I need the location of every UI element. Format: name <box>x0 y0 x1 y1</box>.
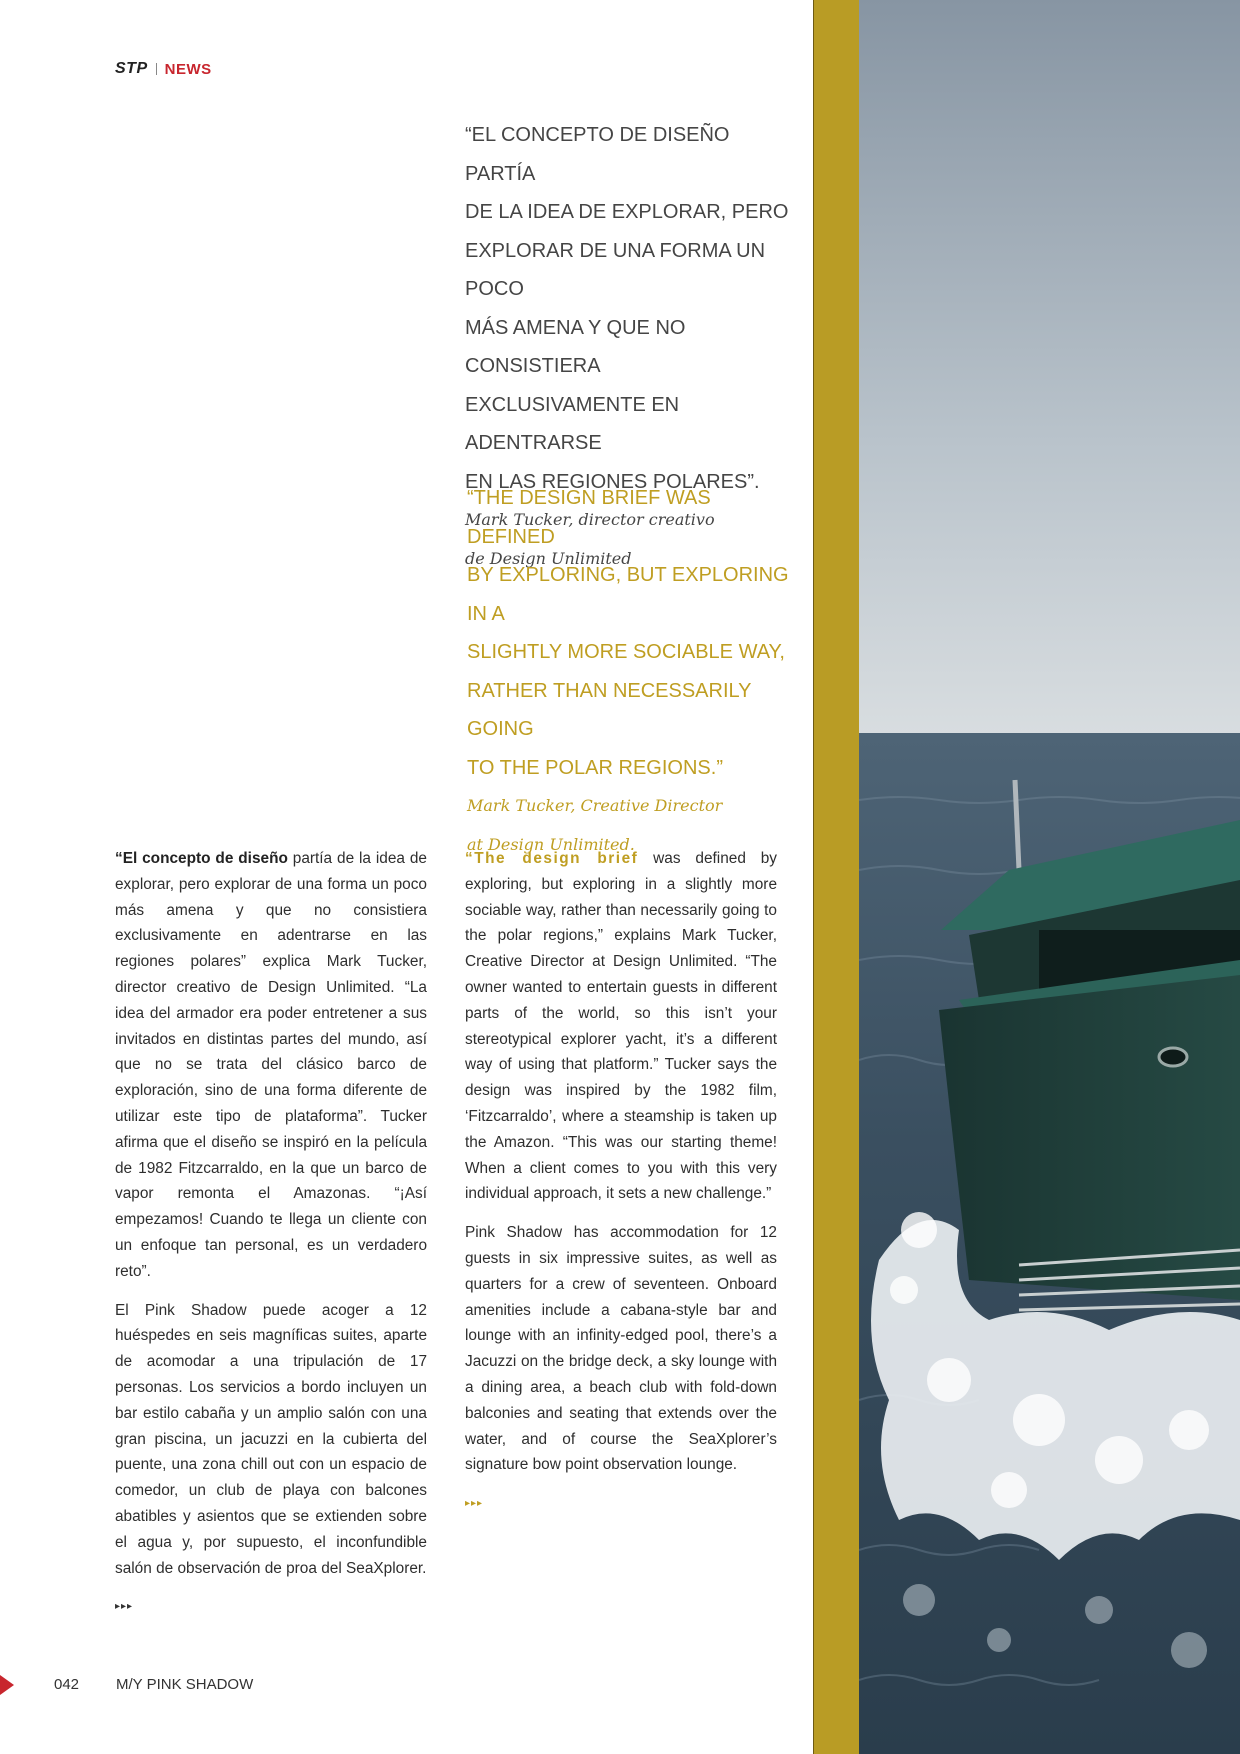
yacht-photo-graphic <box>859 0 1240 1754</box>
paragraph-text: partía de la idea de explorar, pero explorar de una forma un poco más amena y que no consistiera exclusivamente en adentrarse en las regiones polares” explica Mark Tucker, director creativo de Design Unlimited. “La idea del armador era poder entretener a sus invitados en distintas partes del mundo, así que no se trata del clásico barco de exploración, sino de una forma diferente de utilizar este tipo de plataforma”. Tucker afirma que el diseño se inspiró en la película de 1982 Fitzcarraldo, en la que un barco de vapor remonta el Amazonas. “¡Así empezamos! Cuando te llega un cliente con un enfoque tan personal, es un verdadero reto”. <box>115 850 427 1280</box>
paragraph-text: was defined by exploring, but exploring in a slightly more sociable way, rather than necessarily going to the polar regions,” explains Mark Tucker, Creative Director at Design Unlimited. “The owner wanted to entertain guests in different parts of the world, so this isn’t your stereotypical explorer yacht, it’s a different way of using that platform.” Tucker says the design was inspired by the 1982 film, ‘Fitzcarraldo’, where a steamship is taken up the Amazon. “This was our starting theme! When a client comes to you with this very individual approach, it sets a new challenge.” <box>465 850 778 1203</box>
body-paragraph <box>115 846 427 1285</box>
body-paragraph: Pink Shadow has accommodation for 12 guests in six impressive suites, as well as quarters for a crew of seventeen. Onboard amenities include a cabana-style bar and lounge with an infinity-edged pool, there’s a Jacuzzi on the bridge deck, a sky lounge with a dining area, a beach club with fold-down balconies and seating that extends over the water, and of course the SeaXplorer’s signature bow point observation lounge. <box>465 1224 777 1474</box>
page-number: 042 <box>54 1676 80 1693</box>
pull-quote-english <box>467 479 797 864</box>
gold-band <box>813 0 860 1754</box>
pull-quote-attribution: Mark Tucker, Creative Director at Design Unlimited. <box>467 796 723 854</box>
continue-arrows-icon: ▸▸▸ <box>115 1601 134 1613</box>
continue-arrows-icon: ▸▸▸ <box>465 1498 484 1510</box>
section-label: NEWS <box>164 60 212 78</box>
body-paragraph <box>465 846 777 1207</box>
body-paragraph: El Pink Shadow puede acoger a 12 huéspedes en seis magníficas suites, aparte de acomodar a una tripulación de 17 personas. Los servicios a bordo incluyen un bar estilo cabaña y un amplio salón con una gran piscina, un jacuzzi en la cubierta del puente, una zona chill out con un espacio de comedor, un club de playa con balcones abatibles y asientos que se extienden sobre el agua y, por supuesto, el inconfundible salón de observación de proa del SeaXplorer. <box>115 1301 427 1577</box>
page-header <box>115 60 212 78</box>
header-divider <box>156 63 157 75</box>
publication-logo: STP <box>115 60 148 77</box>
pull-quote-attribution: Mark Tucker, director creativo de Design Unlimited <box>465 510 715 568</box>
body-column-spanish <box>115 846 427 1620</box>
footer-marker-icon <box>0 1675 14 1695</box>
yacht-photo <box>859 0 1240 1754</box>
pull-quote-text: “EL CONCEPTO DE DISEÑO PARTÍA DE LA IDEA DE EXPLORAR, PERO EXPLORAR DE UNA FORMA UN POCO MÁS AMENA Y QUE NO CONSISTIERA EXCLUSIVAMENTE EN ADENTRARSE EN LAS REGIONES POLARES”. <box>465 124 789 493</box>
lead-in: “El concepto de diseño <box>115 850 288 867</box>
footer-title: M/Y PINK SHADOW <box>116 1676 254 1693</box>
body-column-english <box>465 846 777 1517</box>
pull-quote-text: “THE DESIGN BRIEF WAS DEFINED BY EXPLORING, BUT EXPLORING IN A SLIGHTLY MORE SOCIABLE WAY, RATHER THAN NECESSARILY GOING TO THE POLAR REGIONS.” <box>467 487 789 779</box>
lead-in: “The design brief <box>465 850 639 867</box>
